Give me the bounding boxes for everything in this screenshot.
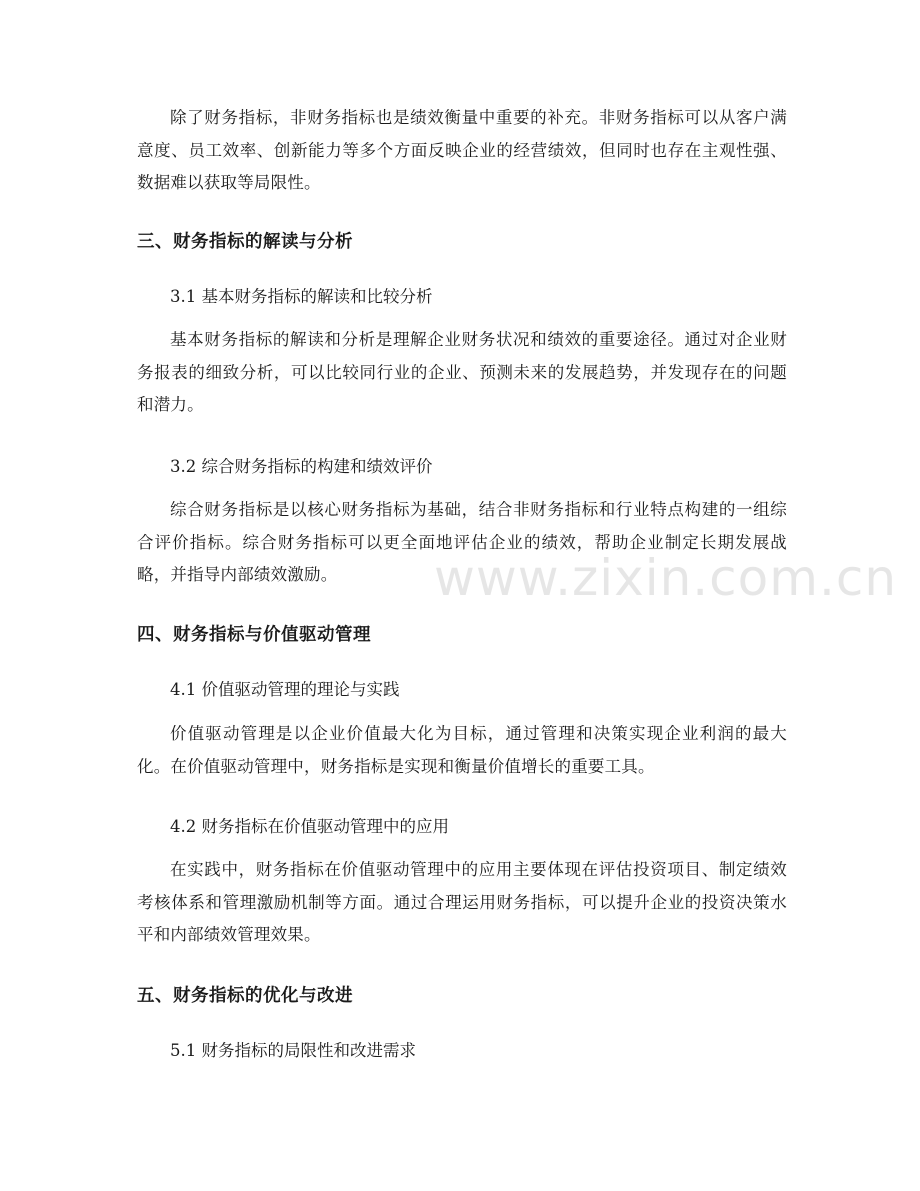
section-heading-5: 五、财务指标的优化与改进 <box>137 986 353 1006</box>
subsection-heading-4-1: 4.1 价值驱动管理的理论与实践 <box>170 680 400 699</box>
paragraph-3-1: 基本财务指标的解读和分析是理解企业财务状况和绩效的重要途径。通过对企业财务报表的细致分析，可以比较同行业的企业、预测未来的发展趋势，并发现存在的问题和潜力。 <box>137 330 787 414</box>
watermark-text: www.zixin.com.cn <box>434 549 898 607</box>
section-heading-4: 四、财务指标与价值驱动管理 <box>137 625 371 645</box>
paragraph-4-2: 在实践中，财务指标在价值驱动管理中的应用主要体现在评估投资项目、制定绩效考核体系和管理激励机制等方面。通过合理运用财务指标，可以提升企业的投资决策水平和内部绩效管理效果。 <box>137 860 787 944</box>
paragraph-3-2: 综合财务指标是以核心财务指标为基础，结合非财务指标和行业特点构建的一组综合评价指标。综合财务指标可以更全面地评估企业的绩效，帮助企业制定长期发展战略，并指导内部绩效激励。 <box>137 500 787 584</box>
subsection-heading-5-1: 5.1 财务指标的局限性和改进需求 <box>170 1041 416 1060</box>
subsection-heading-3-1: 3.1 基本财务指标的解读和比较分析 <box>170 287 433 306</box>
paragraph-nonfinancial-indicators: 除了财务指标，非财务指标也是绩效衡量中重要的补充。非财务指标可以从客户满意度、员工效率、创新能力等多个方面反映企业的经营绩效，但同时也存在主观性强、数据难以获取等局限性。 <box>137 108 787 192</box>
subsection-heading-4-2: 4.2 财务指标在价值驱动管理中的应用 <box>170 817 449 836</box>
section-heading-3: 三、财务指标的解读与分析 <box>137 232 353 252</box>
subsection-heading-3-2: 3.2 综合财务指标的构建和绩效评价 <box>170 457 433 476</box>
paragraph-4-1: 价值驱动管理是以企业价值最大化为目标，通过管理和决策实现企业利润的最大化。在价值驱动管理中，财务指标是实现和衡量价值增长的重要工具。 <box>137 724 787 776</box>
